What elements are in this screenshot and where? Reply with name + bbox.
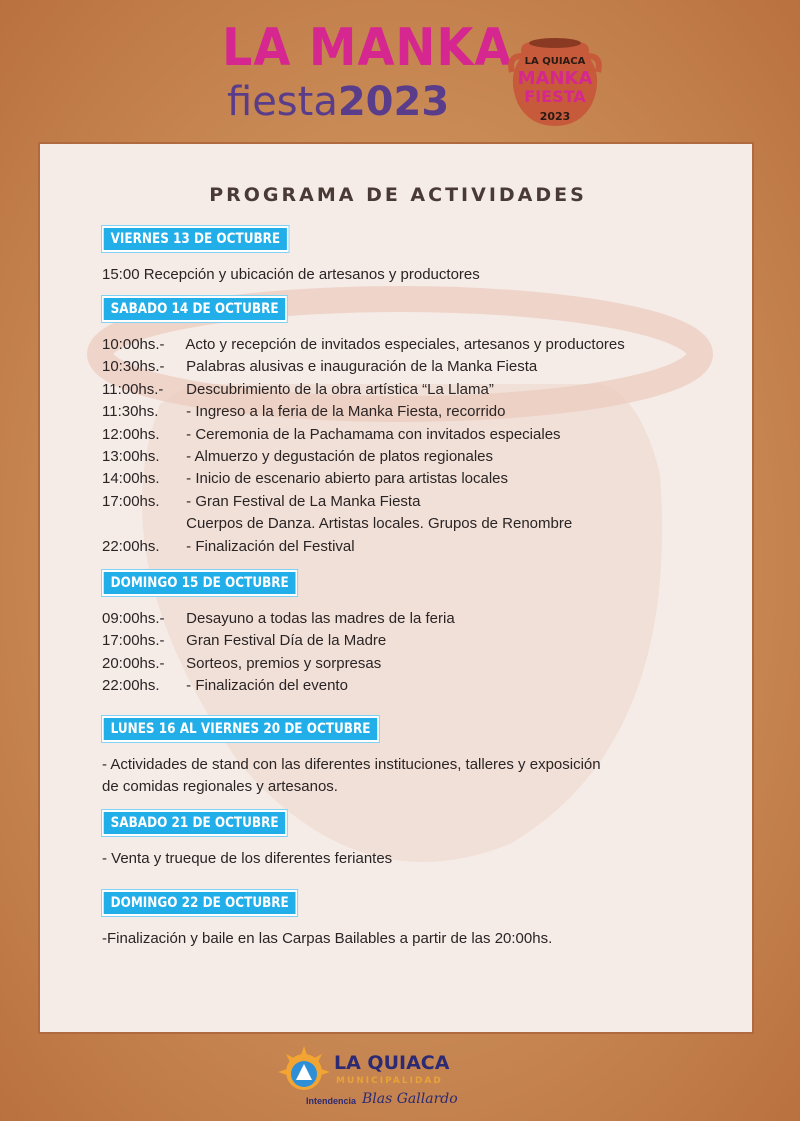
activity-row xyxy=(102,264,480,286)
activity-text: - Gran Festival de La Manka Fiesta xyxy=(186,492,421,510)
subtitle-year: 2023 xyxy=(337,79,450,125)
program-panel xyxy=(38,142,754,1034)
activity-row xyxy=(102,356,625,378)
activity-row xyxy=(102,608,455,630)
activity-row xyxy=(102,334,625,356)
activity-list xyxy=(102,334,625,558)
org-name: LA QUIACA xyxy=(334,1052,450,1074)
activity-text: Acto y recepción de invitados especiales, artesanos y productores xyxy=(185,336,625,353)
activity-line: - Venta y trueque de los diferentes feriantes xyxy=(102,850,393,867)
activity-text: Recepción y ubicación de artesanos y productores xyxy=(143,266,480,283)
activity-line: - Actividades de stand con las diferentes instituciones, talleres y exposición xyxy=(102,756,601,773)
activity-row xyxy=(102,379,625,401)
event-title: LA MANKA xyxy=(222,18,513,78)
activity-line: -Finalización y baile en las Carpas Bailables a partir de las 20:00hs. xyxy=(102,930,553,947)
day-badge: LUNES 16 AL VIERNES 20 DE OCTUBRE xyxy=(102,716,379,742)
activity-row xyxy=(102,468,625,490)
activity-text: Gran Festival Día de la Madre xyxy=(186,632,387,650)
activity-time: 12:00hs. xyxy=(102,425,160,443)
activity-row xyxy=(102,424,625,446)
activity-time: 17:00hs.- xyxy=(102,632,165,650)
header xyxy=(0,0,800,140)
subtitle-word: fiesta xyxy=(227,79,338,125)
footer xyxy=(0,1036,800,1121)
activity-row xyxy=(102,675,455,697)
day-badge: SABADO 14 DE OCTUBRE xyxy=(102,296,287,322)
activity-row xyxy=(102,630,455,652)
activity-text: - Almuerzo y degustación de platos regionales xyxy=(186,448,494,466)
activity-time: 13:00hs. xyxy=(102,448,160,466)
activity-text: Sorteos, premios y sorpresas xyxy=(186,654,382,672)
sun-logo-icon xyxy=(278,1046,330,1098)
day-section xyxy=(102,810,392,870)
day-section xyxy=(102,570,455,698)
pot-text-mid: MANKA xyxy=(517,68,593,89)
pot-text-top: LA QUIACA xyxy=(524,56,586,67)
activity-list xyxy=(102,264,480,286)
day-badge: SABADO 21 DE OCTUBRE xyxy=(102,810,287,836)
day-section xyxy=(102,296,625,558)
manka-pot-logo xyxy=(500,26,610,136)
activity-row xyxy=(102,513,625,535)
activity-text: - Finalización del evento xyxy=(186,677,348,695)
day-section xyxy=(102,226,480,286)
activity-text: - Ceremonia de la Pachamama con invitados especiales xyxy=(186,425,561,443)
day-section xyxy=(102,890,552,950)
activity-time: 17:00hs. xyxy=(102,492,160,510)
activity-time: 10:00hs.- xyxy=(102,336,165,353)
activity-time: 15:00 xyxy=(102,266,140,283)
activity-text: Descubrimiento de la obra artística “La Llama” xyxy=(186,380,494,398)
activity-time: 20:00hs.- xyxy=(102,654,165,672)
day-badge: DOMINGO 22 DE OCTUBRE xyxy=(102,890,297,916)
activity-row xyxy=(102,653,455,675)
activity-time: 11:30hs. xyxy=(102,403,159,421)
activity-row xyxy=(102,401,625,423)
activity-text: - Ingreso a la feria de la Manka Fiesta, recorrido xyxy=(186,403,506,421)
event-subtitle xyxy=(227,79,450,125)
intendencia-label: Intendencia xyxy=(306,1096,357,1106)
activity-time: 22:00hs. xyxy=(102,537,160,555)
activity-list xyxy=(102,928,552,950)
activity-time: 22:00hs. xyxy=(102,677,160,695)
day-section xyxy=(102,716,601,799)
activity-line: de comidas regionales y artesanos. xyxy=(102,778,338,796)
activity-list xyxy=(102,754,601,799)
activity-time: 09:00hs.- xyxy=(102,610,165,627)
activity-time: 14:00hs. xyxy=(102,470,160,488)
signature: Blas Gallardo xyxy=(362,1091,458,1107)
activity-text: Palabras alusivas e inauguración de la Manka Fiesta xyxy=(186,358,538,376)
activity-list xyxy=(102,608,455,698)
activity-row xyxy=(102,536,625,558)
pot-text-low: FIESTA xyxy=(524,87,586,106)
activity-text: - Finalización del Festival xyxy=(186,537,355,555)
org-subtitle: MUNICIPALIDAD xyxy=(336,1076,443,1086)
activity-list xyxy=(102,848,392,870)
activity-time: 10:30hs.- xyxy=(102,358,165,376)
day-badge: DOMINGO 15 DE OCTUBRE xyxy=(102,570,297,596)
program-title: PROGRAMA DE ACTIVIDADES xyxy=(209,184,587,206)
activity-text: Cuerpos de Danza. Artistas locales. Grupos de Renombre xyxy=(186,515,573,533)
day-badge: VIERNES 13 DE OCTUBRE xyxy=(102,226,289,252)
pot-year: 2023 xyxy=(539,110,571,123)
activity-text: - Inicio de escenario abierto para artistas locales xyxy=(186,470,509,488)
activity-time: 11:00hs.- xyxy=(102,380,164,398)
activity-text: Desayuno a todas las madres de la feria xyxy=(186,610,455,627)
activity-row xyxy=(102,491,625,513)
activity-row xyxy=(102,446,625,468)
